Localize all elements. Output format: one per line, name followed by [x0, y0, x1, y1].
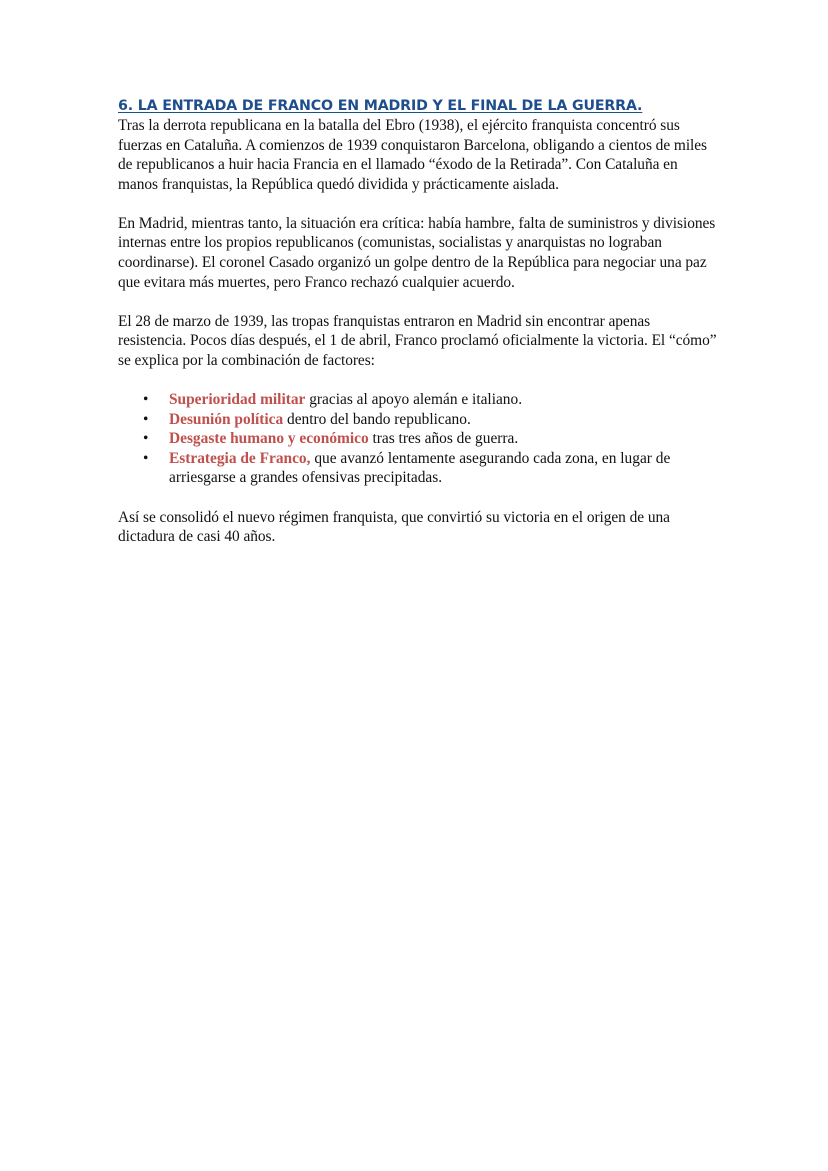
bullet-icon: • — [143, 449, 149, 467]
factor-text: dentro del bando republicano. — [283, 410, 471, 428]
list-item — [118, 449, 718, 488]
factor-text: gracias al apoyo alemán e italiano. — [305, 391, 523, 409]
factor-highlight: Desgaste humano y económico — [169, 430, 369, 448]
paragraph-ebro-cataluna: Tras la derrota republicana en la batalla del Ebro (1938), el ejército franquista concentró sus fuerzas en Cataluña. A comienzos de 1939 conquistaron Barcelona, obligando a cientos de miles de republicanos a huir hacia Francia en el llamado “éxodo de la Retirada”. Con Cataluña en manos franquistas, la República quedó dividida y prácticamente aislada. — [118, 117, 707, 193]
bullet-icon: • — [143, 410, 149, 428]
list-item — [118, 429, 718, 449]
list-item — [118, 410, 718, 430]
section-heading: 6. LA ENTRADA DE FRANCO EN MADRID Y EL FINAL DE LA GUERRA. — [118, 98, 643, 114]
factor-text: que avanzó lentamente asegurando cada zona, en lugar de arriesgarse a grandes ofensivas precipitadas. — [169, 449, 671, 487]
paragraph-madrid-situacion: En Madrid, mientras tanto, la situación era crítica: había hambre, falta de suministros y divisiones internas entre los propios republicanos (comunistas, socialistas y anarquistas no lograban coordinarse). El coronel Casado organizó un golpe dentro de la República para negociar una paz que evitara más muertes, pero Franco rechazó cualquier acuerdo. — [118, 214, 716, 291]
document-body — [118, 97, 718, 566]
bullet-icon: • — [143, 430, 149, 448]
list-item — [118, 390, 718, 410]
paragraph-entrada-madrid: El 28 de marzo de 1939, las tropas franquistas entraron en Madrid sin encontrar apenas resistencia. Pocos días después, el 1 de abril, Franco proclamó oficialmente la victoria. El “cómo” se explica por la combinación de factores: — [118, 312, 717, 369]
factor-highlight: Estrategia de Franco, — [169, 449, 311, 467]
bullet-icon: • — [143, 391, 149, 409]
factor-highlight: Desunión política — [169, 410, 284, 428]
factors-list — [118, 390, 718, 488]
factor-text: tras tres años de guerra. — [368, 430, 519, 448]
factor-highlight: Superioridad militar — [169, 391, 306, 409]
paragraph-conclusion: Así se consolidó el nuevo régimen franquista, que convirtió su victoria en el origen de una dictadura de casi 40 años. — [118, 508, 670, 546]
